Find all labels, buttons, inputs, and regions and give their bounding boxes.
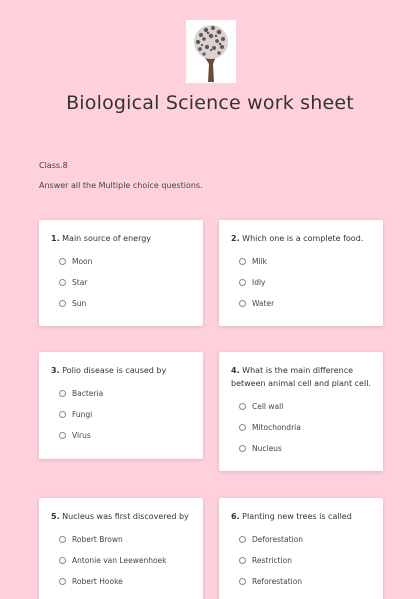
radio-button[interactable] <box>59 279 66 286</box>
option-idly[interactable] <box>239 278 371 288</box>
option-label: Robert Brown <box>72 535 123 544</box>
radio-button[interactable] <box>59 557 66 564</box>
question-card-5 <box>39 498 203 599</box>
option-label: Star <box>72 278 88 287</box>
option-label: Restriction <box>252 556 292 565</box>
option-label: Mitochondria <box>252 422 301 432</box>
option-label: Deforestation <box>252 535 303 544</box>
option-label: Idly <box>252 278 266 287</box>
radio-button[interactable] <box>239 445 246 452</box>
radio-button[interactable] <box>59 411 66 418</box>
option-bacteria[interactable] <box>59 389 191 399</box>
option-star[interactable] <box>59 278 191 288</box>
radio-button[interactable] <box>239 557 246 564</box>
question-number: 2. <box>231 234 240 243</box>
option-fungi[interactable] <box>59 410 191 420</box>
option-robert-brown[interactable] <box>59 535 191 545</box>
question-number: 1. <box>51 234 60 243</box>
option-label: Nucleus <box>252 443 282 453</box>
radio-button[interactable] <box>59 432 66 439</box>
instructions-text: Answer all the Multiple choice questions. <box>39 181 203 190</box>
question-card-2 <box>219 220 383 326</box>
option-milk[interactable] <box>239 257 371 267</box>
question-number: 5. <box>51 512 60 521</box>
radio-button[interactable] <box>239 258 246 265</box>
option-label: Fungi <box>72 410 93 419</box>
option-label: Water <box>252 299 275 308</box>
question-label: Which one is a complete food. <box>242 234 364 243</box>
radio-button[interactable] <box>239 300 246 307</box>
radio-button[interactable] <box>239 403 246 410</box>
radio-button[interactable] <box>59 390 66 397</box>
option-restriction[interactable] <box>239 556 371 566</box>
option-label: Antonie van Leewenhoek <box>72 556 167 565</box>
option-label: Virus <box>72 431 91 440</box>
question-text <box>51 365 191 378</box>
question-number: 6. <box>231 512 240 521</box>
option-mitochondria[interactable] <box>239 422 371 432</box>
option-leewenhoek[interactable] <box>59 556 191 566</box>
radio-button[interactable] <box>59 536 66 543</box>
question-label: Planting new trees is called <box>242 512 352 521</box>
question-label: Polio disease is caused by <box>62 366 167 375</box>
option-label: Cell wall <box>252 401 284 411</box>
question-text <box>231 511 371 524</box>
option-robert-hooke[interactable] <box>59 577 191 587</box>
radio-button[interactable] <box>59 300 66 307</box>
question-card-6 <box>219 498 383 599</box>
option-virus[interactable] <box>59 431 191 441</box>
question-label: Main source of energy <box>62 234 152 243</box>
question-text <box>51 233 191 246</box>
question-text <box>51 511 191 524</box>
option-label: Robert Hooke <box>72 577 123 586</box>
question-label: Nucleus was first discovered by <box>62 512 189 521</box>
option-sun[interactable] <box>59 299 191 309</box>
option-reforestation[interactable] <box>239 577 371 587</box>
radio-button[interactable] <box>239 424 246 431</box>
page-title: Biological Science work sheet <box>66 92 354 114</box>
logo <box>186 20 236 83</box>
question-card-1 <box>39 220 203 326</box>
option-water[interactable] <box>239 299 371 309</box>
option-cell-wall[interactable] <box>239 401 371 411</box>
question-text <box>231 233 371 246</box>
radio-button[interactable] <box>239 279 246 286</box>
radio-button[interactable] <box>59 578 66 585</box>
option-label: Bacteria <box>72 389 104 398</box>
option-nucleus[interactable] <box>239 443 371 453</box>
option-label: Reforestation <box>252 577 303 586</box>
option-moon[interactable] <box>59 257 191 267</box>
radio-button[interactable] <box>239 536 246 543</box>
radio-button[interactable] <box>59 258 66 265</box>
question-card-4 <box>219 352 383 471</box>
question-number: 4. <box>231 366 240 375</box>
class-label: Class.8 <box>39 161 68 170</box>
option-label: Sun <box>72 299 87 308</box>
option-label: Milk <box>252 257 267 266</box>
question-text <box>231 365 371 390</box>
question-label: What is the main difference between animal cell and plant cell. <box>231 366 371 388</box>
radio-button[interactable] <box>239 578 246 585</box>
question-card-3 <box>39 352 203 459</box>
option-label: Moon <box>72 257 93 266</box>
option-deforestation[interactable] <box>239 535 371 545</box>
question-number: 3. <box>51 366 60 375</box>
tree-icon <box>186 20 236 83</box>
